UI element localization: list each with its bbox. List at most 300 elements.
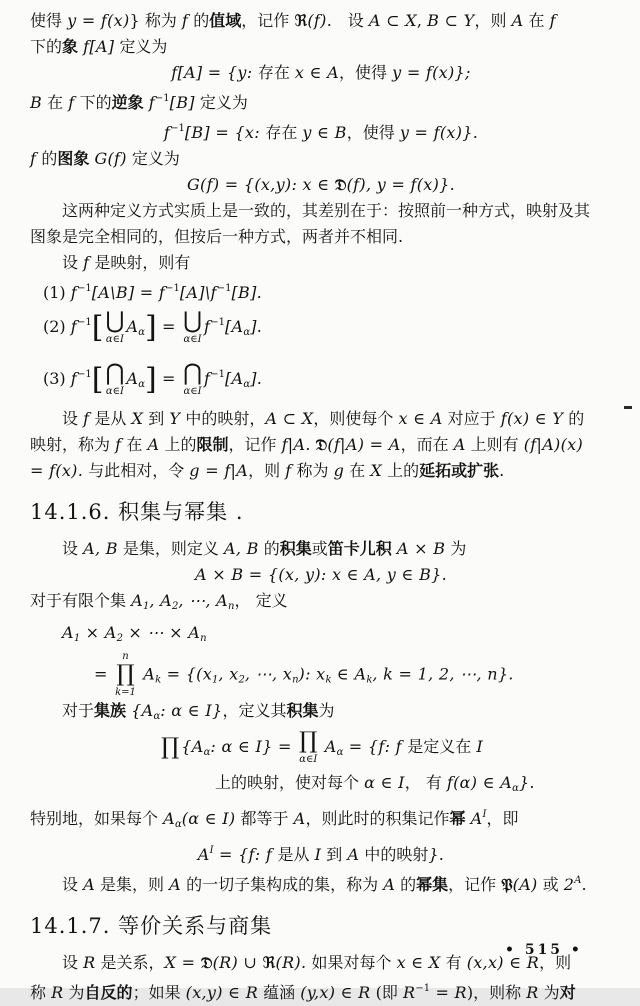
text-segment: 值域 — [209, 11, 242, 30]
product-operator — [161, 736, 179, 759]
text-segment: 为 — [538, 983, 560, 1002]
text-segment: 都等于 — [235, 809, 294, 828]
text-segment: 对应于 — [442, 409, 501, 428]
text-segment: 这两种定义方式实质上是一致的，其差别在于：按照前一种方式，映射及其 — [62, 201, 591, 220]
formula-2 — [43, 310, 612, 346]
text-segment: ，使得 — [346, 123, 400, 142]
text-segment: 定义为 — [126, 149, 180, 168]
text-segment: k — [325, 674, 332, 686]
text-segment: A — [147, 435, 160, 454]
text-segment: 在 — [344, 461, 371, 480]
text-segment: f — [181, 11, 189, 30]
text-segment: α — [512, 783, 519, 794]
text-segment: n — [200, 633, 207, 644]
text-segment: 逆象 — [111, 93, 144, 112]
text-segment: = f(x). — [30, 461, 84, 480]
text-segment: 在 — [42, 93, 69, 112]
body-line-13 — [30, 698, 612, 730]
text-segment: ]. — [250, 317, 263, 336]
text-segment: α — [153, 711, 161, 722]
formula-image-def — [30, 60, 612, 86]
formula-preimage-def — [30, 116, 612, 146]
text-segment: 设 — [62, 875, 84, 894]
body-line-5 — [30, 198, 612, 224]
text-segment: 上的 — [382, 461, 420, 480]
text-segment: f — [163, 123, 171, 142]
text-segment: A — [163, 809, 175, 828]
text-segment: : α ∈ I} — [160, 701, 223, 720]
text-segment: 的 — [258, 539, 280, 558]
text-segment: 象 — [62, 37, 79, 56]
text-segment: A — [319, 737, 337, 756]
text-segment: = — [94, 664, 114, 684]
text-segment: : α ∈ I} = — [210, 737, 298, 756]
text-segment: I — [209, 845, 214, 856]
text-segment: 在 — [523, 11, 550, 30]
text-segment: = {f: f — [213, 845, 278, 864]
text-segment: 存在 — [265, 123, 303, 142]
text-segment: −1 — [76, 317, 92, 328]
text-segment: (f|A) = A — [327, 435, 401, 454]
text-segment: A — [574, 875, 582, 886]
text-segment: 蕴涵 — [258, 983, 301, 1002]
text-segment: × A — [80, 623, 117, 642]
text-segment: ]. — [250, 369, 263, 388]
text-segment: 映射，称为 — [30, 435, 116, 454]
text-segment: A — [511, 11, 524, 30]
text-segment: ℜ — [294, 11, 308, 30]
text-segment: 设 — [62, 409, 84, 428]
text-segment: y ∈ B — [302, 123, 347, 142]
text-segment: 是集，则 — [94, 875, 170, 894]
operator-symbol: ∏ — [116, 661, 135, 687]
text-segment: 有 — [440, 953, 467, 972]
formula-graph-def — [30, 172, 612, 198]
text-segment: (A) — [512, 875, 538, 894]
text-segment: 笛卡儿积 — [327, 539, 392, 558]
body-line-8 — [30, 406, 612, 432]
text-segment: A — [453, 435, 466, 454]
text-segment: ，则此时的积集记作 — [305, 809, 450, 828]
text-segment: 1 — [142, 601, 150, 612]
text-segment: n — [292, 674, 299, 686]
text-segment: −1 — [154, 93, 170, 104]
text-segment: 为 — [445, 539, 467, 558]
text-segment: 的 — [36, 149, 58, 168]
text-segment: 集族 — [94, 701, 127, 720]
text-segment: A — [83, 875, 95, 894]
text-segment: . — [499, 461, 505, 480]
text-segment: (α ∈ I) — [181, 809, 236, 828]
text-segment: 下的 — [30, 37, 63, 56]
text-segment: }. — [518, 773, 535, 792]
text-segment: 在 — [121, 435, 148, 454]
operator-symbol: ⋃ — [183, 308, 203, 334]
intersection-operator — [105, 362, 124, 397]
text-segment: f|A — [281, 435, 306, 454]
body-line-11 — [30, 536, 612, 562]
text-segment: f — [70, 369, 77, 388]
text-segment: −1 — [210, 369, 226, 380]
text-segment: (R). — [275, 953, 307, 972]
text-segment: 对于 — [62, 701, 95, 720]
text-segment: f — [204, 317, 211, 336]
text-segment: −1 — [415, 983, 431, 994]
text-segment: R — [83, 953, 96, 972]
text-segment: 是集，则定义 — [117, 539, 224, 558]
text-segment: X — [370, 461, 383, 480]
text-segment: 积集 — [279, 539, 312, 558]
text-segment: B — [30, 93, 43, 112]
text-segment: α — [138, 327, 145, 338]
text-segment: 幂 — [449, 809, 466, 828]
text-segment: f — [70, 283, 77, 302]
body-line-14 — [30, 802, 612, 838]
body-line-1 — [30, 8, 612, 34]
text-segment: = R — [430, 983, 467, 1002]
text-segment: A, B — [223, 539, 259, 558]
text-segment: 对于有限个集 — [30, 591, 132, 610]
text-segment: f — [30, 149, 37, 168]
body-line-15 — [30, 868, 612, 898]
text-segment: 为 — [318, 701, 335, 720]
product-operator — [299, 730, 317, 765]
text-segment: f — [83, 253, 90, 272]
text-segment: A — [126, 369, 139, 388]
text-segment: −1 — [76, 369, 92, 380]
text-segment: ，则 — [248, 461, 286, 480]
text-segment: f — [148, 93, 155, 112]
text-segment: ，使得 — [339, 63, 393, 82]
text-segment: {A — [131, 701, 154, 720]
text-segment: 2 — [116, 633, 123, 644]
text-segment: 定义为 — [114, 37, 168, 56]
text-segment: 与此相对，令 — [83, 461, 190, 480]
text-segment: . 设 — [326, 11, 369, 30]
text-segment: n — [228, 601, 235, 612]
operator-lower-limit: α∈I — [183, 334, 202, 345]
text-segment: , k = 1, 2, ⋯, n}. — [372, 664, 514, 684]
text-segment: ，记作 — [241, 11, 295, 30]
body-line-9 — [30, 432, 612, 458]
text-segment: y = f(x)}; — [392, 63, 471, 82]
text-segment: −1 — [216, 283, 232, 294]
text-segment: g = f|A — [189, 461, 249, 480]
section-heading-1417 — [30, 912, 612, 940]
formula-family-product — [30, 730, 612, 766]
operator-symbol: ⋂ — [105, 360, 125, 386]
text-segment: [A — [225, 369, 244, 388]
text-segment: 2 — [563, 875, 575, 894]
formula-power-def — [30, 838, 612, 868]
text-segment: ] — [144, 362, 157, 397]
text-segment: 限制 — [196, 435, 229, 454]
text-segment: f — [549, 11, 556, 30]
text-segment: −1 — [165, 283, 180, 294]
text-segment: ， 有 — [404, 773, 447, 792]
body-line-2 — [30, 34, 612, 60]
text-segment: (3) — [43, 369, 71, 388]
body-line-6 — [30, 224, 612, 250]
text-segment: [A\B] = f — [91, 283, 166, 302]
text-segment: , ⋯, x — [244, 664, 293, 684]
text-segment: = {(x — [161, 664, 213, 684]
text-segment: = — [156, 369, 182, 388]
text-segment: A ⊂ X — [265, 409, 314, 428]
text-segment: A — [126, 317, 139, 336]
operator-symbol: ⋃ — [105, 308, 125, 334]
text-segment: 设 — [62, 953, 84, 972]
text-segment: R — [51, 983, 64, 1002]
text-segment: A ⊂ X — [368, 11, 417, 30]
text-segment: 下的 — [74, 93, 112, 112]
text-segment: A × B — [396, 539, 446, 558]
text-segment: 或 — [537, 875, 564, 894]
text-segment: f(x) ∈ Y — [500, 409, 564, 428]
text-segment: f — [68, 93, 75, 112]
text-segment: 自反的 — [84, 983, 133, 1002]
page-number: • 515 • — [505, 942, 583, 958]
text-segment: −1 — [170, 123, 185, 134]
text-segment: 积集 — [286, 701, 319, 720]
text-segment: A — [197, 845, 210, 864]
text-segment: 的 — [563, 409, 585, 428]
text-segment: (f), y = f(x)}. — [346, 175, 456, 194]
text-segment: 存在 — [257, 63, 295, 82]
text-segment: 到 — [321, 845, 348, 864]
union-operator — [105, 310, 124, 345]
text-segment: k — [155, 674, 162, 686]
text-segment: × ⋯ × A — [122, 623, 201, 642]
text-segment: R — [402, 983, 416, 1002]
text-segment: x ∈ X — [396, 953, 441, 972]
text-segment: 称为 — [291, 461, 334, 480]
text-segment: f — [83, 409, 90, 428]
text-segment: f — [285, 461, 292, 480]
text-segment: I — [482, 809, 487, 820]
text-segment: 的一切子集构成的集，称为 — [181, 875, 384, 894]
text-segment: k — [366, 674, 373, 686]
text-segment: ℜ — [262, 953, 276, 972]
text-segment: 对 — [559, 983, 576, 1002]
text-segment: [ — [91, 310, 104, 345]
text-segment: x ∈ A — [294, 63, 339, 82]
text-segment: Y — [169, 409, 181, 428]
body-line-7 — [30, 250, 612, 276]
product-operator — [115, 652, 136, 698]
text-segment: 是映射，则有 — [89, 253, 191, 272]
text-segment: 特别地，如果每个 — [30, 809, 164, 828]
section-heading-1416 — [30, 498, 612, 526]
text-segment: [A — [225, 317, 244, 336]
text-segment: [B] = {x: — [184, 123, 266, 142]
text-segment: α — [138, 379, 145, 390]
text-segment: 14.1.7. 等价关系与商集 — [30, 914, 273, 938]
intersection-operator — [183, 362, 202, 397]
text-segment: A — [470, 809, 483, 828]
text-segment: R — [526, 983, 539, 1002]
text-segment: 是从 — [277, 845, 315, 864]
operator-symbol: ⋂ — [183, 360, 203, 386]
text-segment: A — [383, 875, 396, 894]
text-segment: α — [203, 747, 211, 758]
text-segment: ，记作 — [228, 435, 282, 454]
operator-lower-limit: k=1 — [115, 687, 136, 698]
text-segment: 图象 — [57, 149, 90, 168]
text-segment: 中的映射 — [359, 845, 429, 864]
text-segment: ，则 — [539, 953, 572, 972]
text-segment: G(f) — [94, 149, 127, 168]
text-segment: (1) — [43, 283, 71, 302]
body-line-10 — [30, 458, 612, 484]
text-segment: 使得 — [30, 11, 68, 30]
text-segment: ，即 — [486, 809, 519, 828]
text-segment: [B]. — [231, 283, 263, 302]
text-segment: 2 — [171, 601, 179, 612]
text-segment: A — [131, 591, 143, 610]
text-segment: 的 — [188, 11, 210, 30]
operator-lower-limit: α∈I — [299, 754, 318, 765]
text-segment: , — [416, 11, 428, 30]
text-segment: y = f(x) — [67, 11, 130, 30]
text-segment: I — [314, 845, 322, 864]
text-segment: 14.1.6. 积集与幂集 . — [30, 500, 244, 524]
text-segment: (R) ∪ — [212, 953, 263, 972]
text-segment: f(α) ∈ A — [446, 773, 513, 792]
text-segment: y = f(x)}. — [399, 123, 479, 142]
text-segment: 延拓或扩张 — [419, 461, 500, 480]
text-segment: B ⊂ Y — [427, 11, 475, 30]
text-segment: 如果对每个 — [306, 953, 397, 972]
text-segment: (x,y) ∈ R — [185, 983, 259, 1002]
text-segment: α — [243, 327, 251, 338]
text-segment: 或 — [311, 539, 328, 558]
text-segment: x ∈ A — [398, 409, 443, 428]
text-segment: ，则使每个 — [313, 409, 399, 428]
text-segment: 1 — [212, 674, 219, 686]
text-segment: −1 — [76, 283, 92, 294]
text-segment: A, B — [83, 539, 118, 558]
text-segment: (即 — [370, 983, 403, 1002]
text-segment: 上则有 — [465, 435, 524, 454]
text-segment: 是从 — [89, 409, 132, 428]
text-segment: A — [62, 623, 74, 642]
text-segment: A × B = {(x, y): x ∈ A, y ∈ B}. — [195, 565, 447, 584]
text-segment: α — [243, 379, 251, 390]
text-segment: [ — [91, 362, 104, 397]
text-segment: A — [169, 875, 181, 894]
text-segment: 是关系， — [95, 953, 165, 972]
text-segment: X = — [164, 953, 201, 972]
text-segment: f — [204, 369, 211, 388]
text-segment: ] — [144, 310, 157, 345]
union-operator — [183, 310, 202, 345]
text-segment: 设 — [62, 253, 84, 272]
text-segment: . — [581, 875, 587, 894]
text-segment: , x — [218, 664, 239, 684]
text-segment: 1 — [73, 633, 81, 644]
formula-cartesian — [30, 562, 612, 588]
text-segment: )，则称 — [466, 983, 527, 1002]
formula-product-lhs — [62, 620, 612, 652]
text-segment: f — [70, 317, 77, 336]
formula-product-rhs — [94, 652, 612, 698]
text-segment: [B] — [169, 93, 195, 112]
text-segment: X — [131, 409, 144, 428]
text-segment: (y,x) ∈ R — [300, 983, 371, 1002]
text-segment: α — [174, 819, 182, 830]
text-segment: 𝔇 — [334, 175, 347, 194]
formula-3 — [43, 362, 612, 398]
text-segment: }. — [428, 845, 445, 864]
text-segment: , A — [149, 591, 172, 610]
text-segment: f[A] = {y: — [171, 63, 258, 82]
text-segment: 中的映射， — [180, 409, 266, 428]
operator-symbol: ∏ — [160, 734, 180, 760]
text-segment: 𝔇 — [200, 953, 213, 972]
operator-symbol: ∏ — [299, 728, 318, 754]
text-segment: 定义为 — [194, 93, 248, 112]
text-segment: ): x — [298, 664, 326, 684]
text-segment: I — [476, 737, 484, 756]
body-line-4 — [30, 146, 612, 172]
text-segment: 的 — [395, 875, 417, 894]
text-segment: 称 — [30, 983, 52, 1002]
text-segment: (f) — [307, 11, 327, 30]
text-segment: } 称为 — [129, 11, 182, 30]
operator-lower-limit: α∈I — [105, 334, 124, 345]
body-line-17 — [30, 976, 612, 1006]
text-segment: (f|A)(x) — [523, 435, 583, 454]
scan-artifact-dash — [624, 406, 632, 409]
body-line-3 — [30, 86, 612, 116]
body-line-12 — [30, 588, 612, 620]
text-segment: 2 — [238, 674, 245, 686]
text-segment: A — [137, 664, 156, 684]
text-segment: {A — [181, 737, 204, 756]
text-segment: −1 — [210, 317, 226, 328]
text-segment: = — [156, 317, 182, 336]
text-segment: ，定义其 — [222, 701, 287, 720]
text-segment: 是定义在 — [407, 737, 477, 756]
operator-lower-limit: α∈I — [105, 386, 124, 397]
text-segment: f[A] — [83, 37, 115, 56]
text-segment: 图象是完全相同的，但按后一种方式，两者并不相同. — [30, 227, 404, 246]
text-segment: 到 — [143, 409, 170, 428]
text-segment: ，记作 — [448, 875, 502, 894]
text-segment: α — [336, 747, 344, 758]
operator-upper-limit: n — [122, 651, 129, 662]
text-segment: 上的 — [159, 435, 197, 454]
text-segment: g — [333, 461, 345, 480]
text-segment: α ∈ I — [364, 773, 405, 792]
formula-1 — [43, 276, 612, 306]
text-segment: 为 — [63, 983, 85, 1002]
text-segment: ；如果 — [132, 983, 186, 1002]
text-segment: ∈ A — [331, 664, 367, 684]
text-segment: 𝔇 — [315, 435, 328, 454]
text-segment: (2) — [43, 317, 71, 336]
text-segment: G(f) = {(x,y): x ∈ — [186, 175, 335, 194]
text-segment: ， 定义 — [234, 591, 288, 610]
text-segment: f — [115, 435, 122, 454]
formula-family-product-cont — [215, 770, 612, 802]
text-segment: [A]\f — [179, 283, 217, 302]
text-segment: 设 — [62, 539, 84, 558]
text-segment: ，而在 — [400, 435, 454, 454]
text-segment: 幂集 — [416, 875, 449, 894]
text-segment: 𝔓 — [501, 875, 513, 894]
